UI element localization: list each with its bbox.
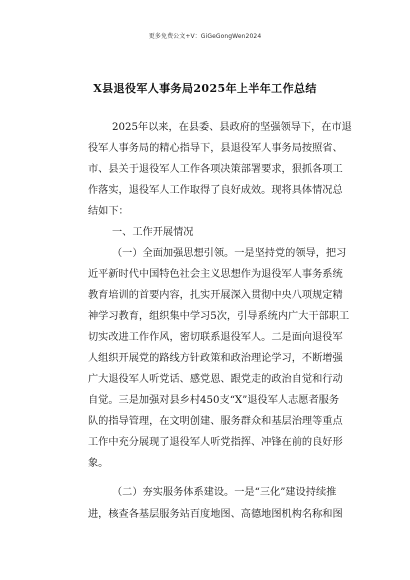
body-line: 广大退役军人听党话、感党恩、跟党走的政治自觉和行动 — [88, 374, 343, 385]
body-line: 切实改进工作作风，密切联系退役军人。二是面向退役军 — [88, 332, 343, 343]
body-line: 神学习教育，组织集中学习5次，引导系统内广大干部职工 — [88, 311, 350, 322]
body-line: 市、县关于退役军人工作各项决策部署要求，狠抓各项工 — [88, 164, 343, 175]
body-line: 进，核查各基层服务站百度地图、高德地图机构名称和图 — [88, 509, 343, 520]
section-heading: 一、工作开展情况 — [112, 227, 194, 238]
body-line: 人组织开展党的路线方针政策和政治理论学习，不断增强 — [88, 353, 343, 364]
body-line: 象。 — [88, 458, 109, 469]
body-line: （二）夯实服务体系建设。一是“三化”建设持续推 — [112, 487, 337, 498]
body-line: 队的指导管理，在文明创建、服务群众和基层治理等重点 — [88, 416, 343, 427]
document-title: X县退役军人事务局2025年上半年工作总结 — [93, 82, 317, 95]
body-line: 结如下： — [88, 206, 129, 217]
body-line: 教育培训的首要内容，扎实开展深入贯彻中央八项规定精 — [88, 290, 343, 301]
body-line: 工作中充分展现了退役军人听党指挥、冲锋在前的良好形 — [88, 437, 343, 448]
body-line: 自觉。三是加强对县乡村450支“X”退役军人志愿者服务 — [88, 395, 340, 406]
header-note: 更多免费公文+V：GiGeGongWen2024 — [148, 33, 262, 40]
body-line: 役军人事务局的精心指导下，县退役军人事务局按照省、 — [88, 143, 343, 154]
body-line: （一）全面加强思想引领。一是坚持党的领导，把习 — [112, 248, 347, 259]
body-line: 2025年以来，在县委、县政府的坚强领导下，在市退 — [112, 122, 352, 133]
body-line: 近平新时代中国特色社会主义思想作为退役军人事务系统 — [88, 269, 343, 280]
body-line: 作落实，退役军人工作取得了良好成效。现将具体情况总 — [88, 185, 343, 196]
